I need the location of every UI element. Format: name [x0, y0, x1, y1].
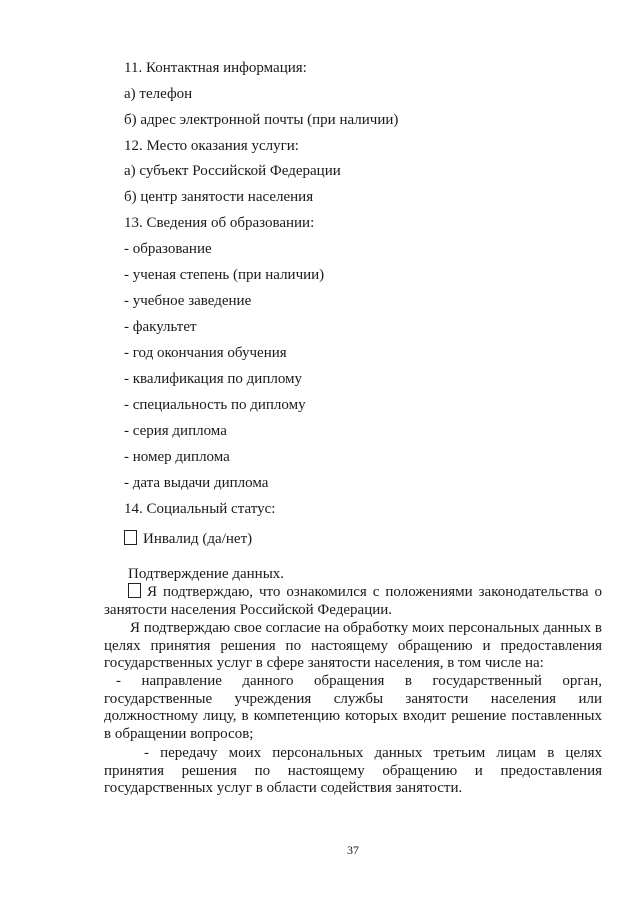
page-number: 37: [347, 843, 359, 857]
list-item: - факультет: [124, 319, 197, 335]
acknowledgement-checkbox[interactable]: [128, 583, 141, 598]
section-11-heading: 11. Контактная информация:: [124, 60, 307, 76]
section-13-heading: 13. Сведения об образовании:: [124, 215, 315, 231]
list-item: - квалификация по диплому: [124, 371, 303, 387]
invalid-checkbox-label: Инвалид (да/нет): [143, 531, 253, 547]
acknowledgement-row: [104, 583, 602, 619]
invalid-checkbox-row: [124, 530, 252, 548]
consent-paragraph: Я подтверждаю свое согласие на обработку моих персональных данных в целях принятия решения по настоящему обращению и предоставления государственных услуг в сфере занятости населения, в том числе на:: [104, 620, 602, 671]
list-item: - год окончания обучения: [124, 345, 287, 361]
list-item: б) адрес электронной почты (при наличии): [124, 112, 399, 128]
consent-bullet-1: - направление данного обращения в государственный орган, государственные учреждения службы занятости населения или должностному лицу, в компетенцию которых входит решение поставленных в обращении вопросов;: [104, 673, 602, 742]
list-item: - номер диплома: [124, 449, 230, 465]
list-item: б) центр занятости населения: [124, 189, 314, 205]
section-14-heading: 14. Социальный статус:: [124, 501, 276, 517]
list-item: - образование: [124, 241, 212, 257]
list-item: - серия диплома: [124, 423, 227, 439]
consent-bullet-2: - передачу моих персональных данных третьим лицам в целях принятия решения по настоящему обращению и предоставления государственных услуг в области содействия занятости.: [104, 745, 602, 796]
list-item: а) телефон: [124, 86, 193, 102]
invalid-checkbox[interactable]: [124, 530, 137, 545]
confirmation-heading: Подтверждение данных.: [128, 566, 285, 582]
list-item: - учебное заведение: [124, 293, 252, 309]
list-item: - ученая степень (при наличии): [124, 267, 325, 283]
acknowledgement-text: Я подтверждаю, что ознакомился с положениями законодательства о занятости населения Российской Федерации.: [104, 584, 602, 618]
list-item: - дата выдачи диплома: [124, 475, 269, 491]
list-item: - специальность по диплому: [124, 397, 306, 413]
list-item: а) субъект Российской Федерации: [124, 163, 341, 179]
section-12-heading: 12. Место оказания услуги:: [124, 138, 299, 154]
